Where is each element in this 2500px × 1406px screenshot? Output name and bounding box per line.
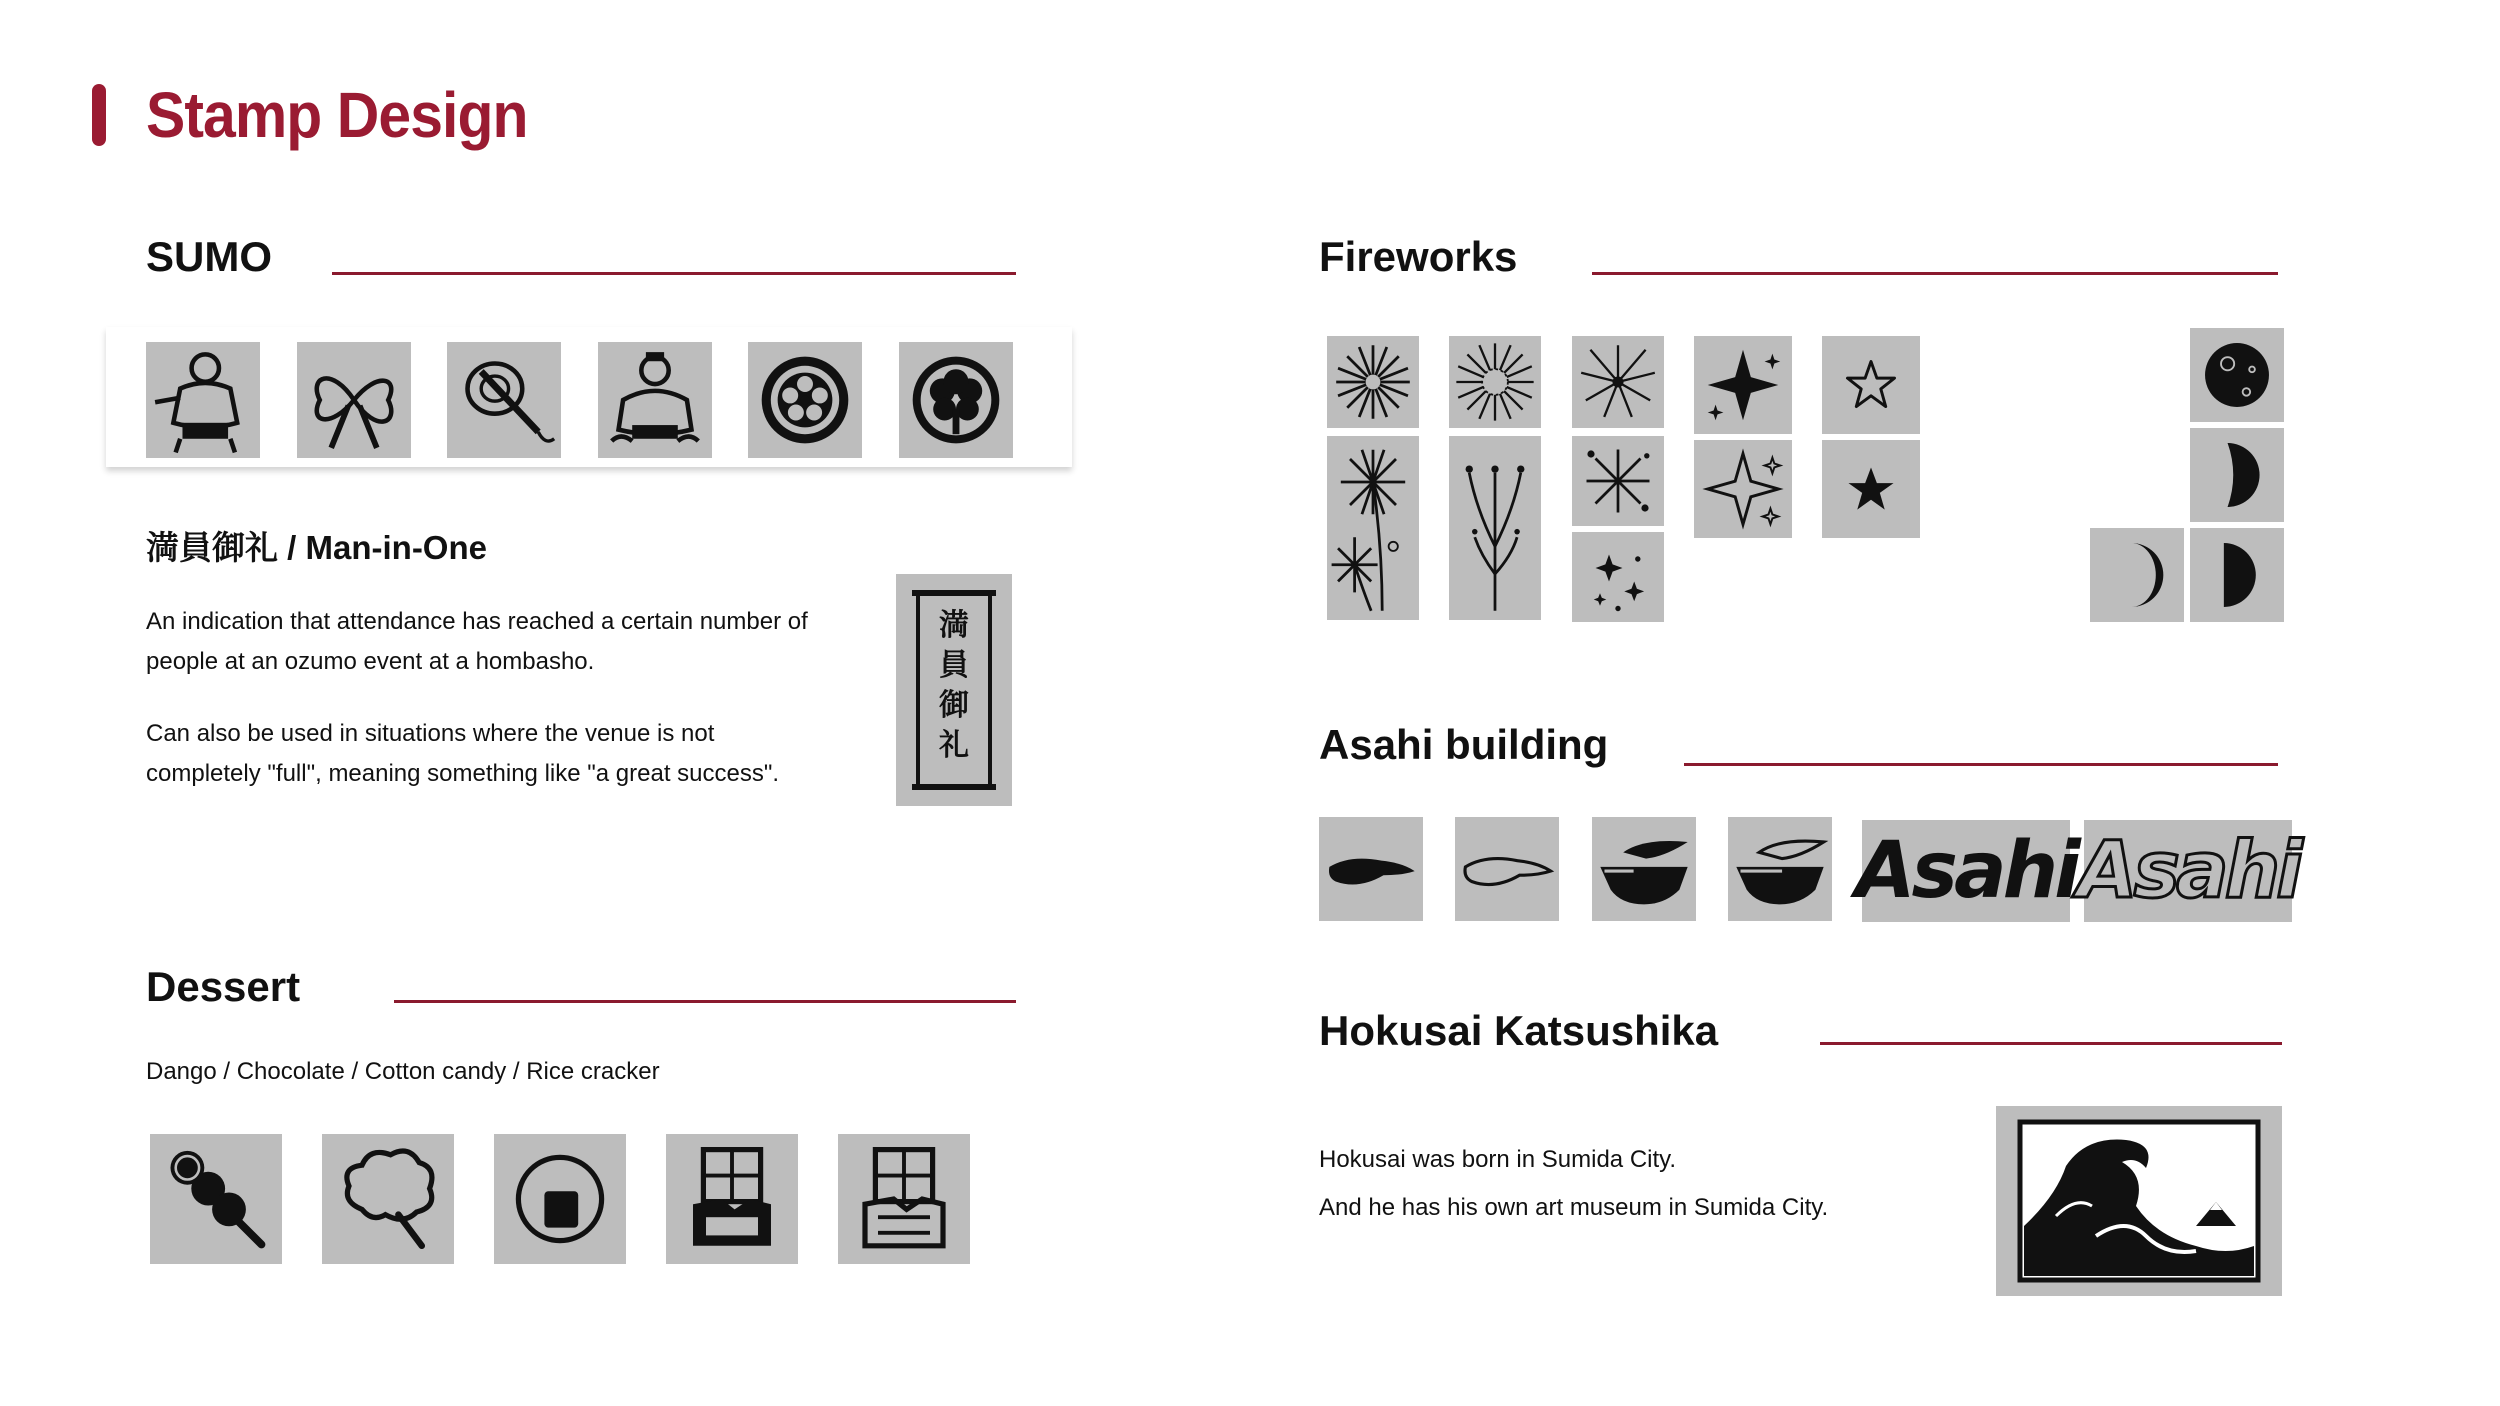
sumo-section-rule xyxy=(332,272,1016,275)
fireworks-section-rule xyxy=(1592,272,2278,275)
rope-knot-icon xyxy=(297,342,411,458)
fireworks-section-title: Fireworks xyxy=(1319,233,1518,280)
sumo-section-title: SUMO xyxy=(146,233,272,280)
title-accent-bar xyxy=(92,84,106,146)
hokusai-line-2: And he has his own art museum in Sumida City. xyxy=(1319,1194,1829,1221)
manin-paragraph-2 xyxy=(146,714,779,794)
asahi-building-icon xyxy=(1592,817,1696,921)
firework-spray-icon xyxy=(1572,336,1664,428)
chocolate-icon xyxy=(666,1134,798,1264)
manin-paragraph-2-line-2: completely "full", meaning something like "a great success". xyxy=(146,760,780,787)
moon-full-icon xyxy=(2190,328,2284,422)
chocolate-outline-icon xyxy=(838,1134,970,1264)
flame-outline-icon xyxy=(1455,817,1559,921)
manin-paragraph-2-line-1: Can also be used in situations where the venue is not xyxy=(146,720,715,747)
sparkle-dots-icon xyxy=(1572,532,1664,622)
crest-plum-icon xyxy=(748,342,862,458)
cotton-candy-icon xyxy=(322,1134,454,1264)
gyoji-fan-icon xyxy=(447,342,561,458)
asahi-logo-text: Asahi xyxy=(1855,826,2077,916)
moon-crescent-icon xyxy=(2090,528,2184,622)
dessert-caption: Dango / Chocolate / Cotton candy / Rice cracker xyxy=(146,1058,660,1085)
great-wave-icon xyxy=(1996,1106,2282,1296)
hokusai-line-1: Hokusai was born in Sumida City. xyxy=(1319,1146,1677,1173)
hokusai-text xyxy=(1319,1136,1828,1232)
firework-star-icon xyxy=(1572,436,1664,526)
manin-subtitle: 満員御礼 / Man-in-One xyxy=(146,529,487,566)
asahi-logo-outline-icon xyxy=(2077,820,2299,922)
crest-flower-icon xyxy=(899,342,1013,458)
asahi-section-rule xyxy=(1684,763,2278,766)
moon-half-icon xyxy=(2190,428,2284,522)
manin-banner-stamp xyxy=(896,574,1012,806)
hokusai-section-title: Hokusai Katsushika xyxy=(1319,1007,1719,1054)
firework-burst-icon xyxy=(1327,336,1419,428)
asahi-logo-icon xyxy=(1855,820,2077,922)
banner-char-4: 礼 xyxy=(939,728,969,763)
page-title: Stamp Design xyxy=(146,79,528,151)
moon-half-icon xyxy=(2190,528,2284,622)
firework-double-icon xyxy=(1327,436,1419,620)
sumo-sitting-icon xyxy=(598,342,712,458)
firework-willow-icon xyxy=(1449,436,1541,620)
star-outline-icon xyxy=(1822,336,1920,434)
firework-ring-icon xyxy=(1449,336,1541,428)
manin-paragraph-1-line-1: An indication that attendance has reached a certain number of xyxy=(146,608,808,635)
manin-paragraph-1-line-2: people at an ozumo event at a hombasho. xyxy=(146,648,595,675)
dessert-section-rule xyxy=(394,1000,1016,1003)
asahi-building-outline-icon xyxy=(1728,817,1832,921)
sparkle-outline-icon xyxy=(1694,440,1792,538)
asahi-logo-outline-text: Asahi xyxy=(2077,826,2299,916)
hokusai-section-rule xyxy=(1820,1042,2282,1045)
banner-char-3: 御 xyxy=(939,688,969,723)
banner-char-1: 満 xyxy=(939,608,969,643)
dango-icon xyxy=(150,1134,282,1264)
dessert-section-title: Dessert xyxy=(146,963,301,1010)
star-filled-icon xyxy=(1822,440,1920,538)
sumo-wrestler-icon xyxy=(146,342,260,458)
banner-char-2: 員 xyxy=(939,648,969,683)
manin-paragraph-1 xyxy=(146,602,808,682)
sparkle-icon xyxy=(1694,336,1792,434)
rice-cracker-icon xyxy=(494,1134,626,1264)
asahi-section-title: Asahi building xyxy=(1319,721,1609,768)
flame-filled-icon xyxy=(1319,817,1423,921)
